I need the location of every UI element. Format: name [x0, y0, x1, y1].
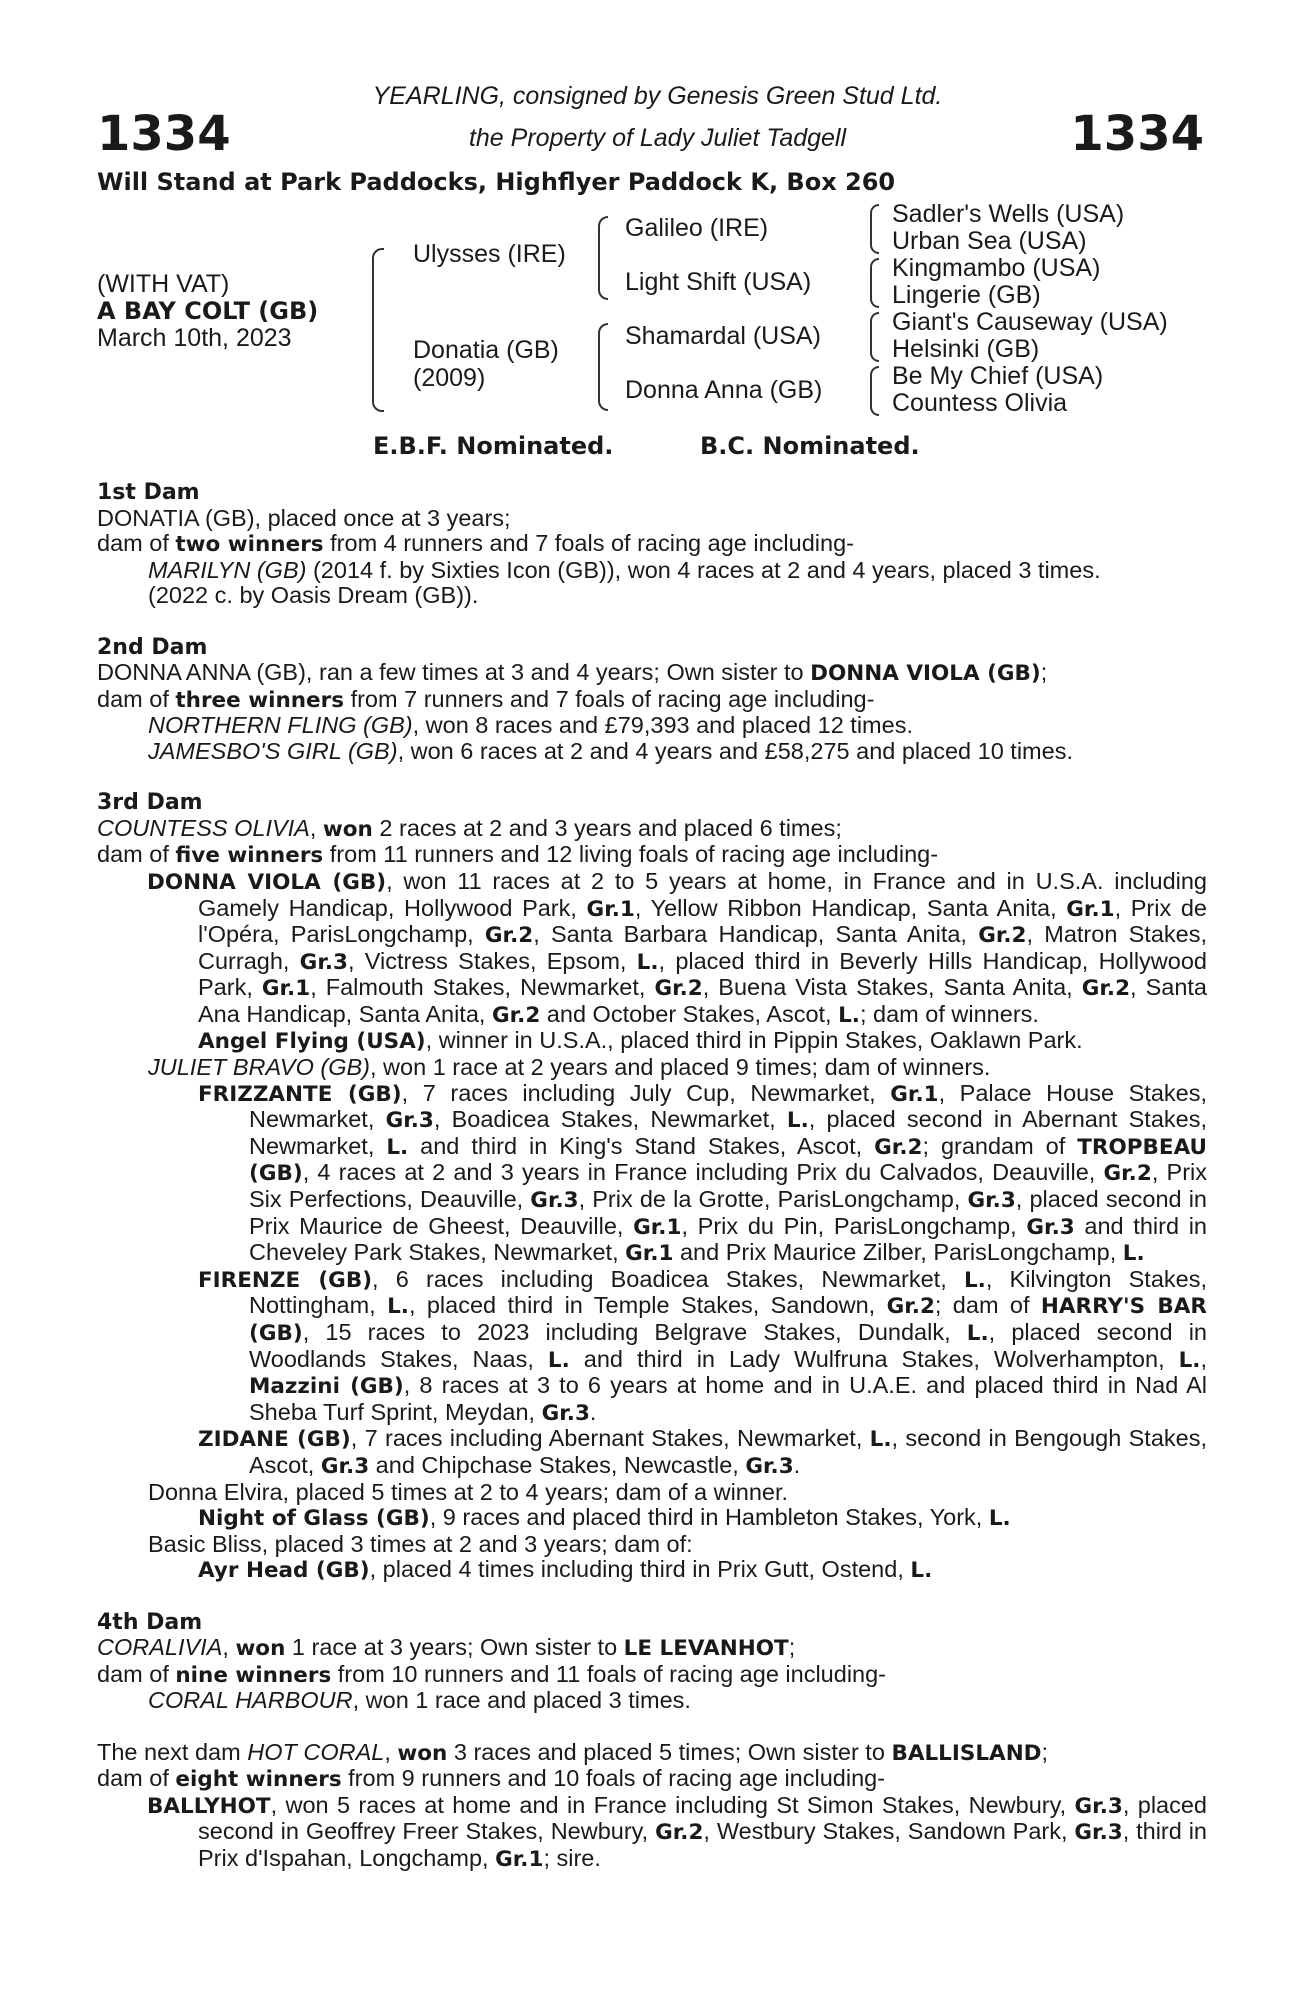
fourth-dam-line: CORALIVIA, won 1 race at 3 years; Own sister to LE LEVANHOT;	[97, 1634, 796, 1662]
property-line: the Property of Lady Juliet Tadgell	[468, 124, 847, 152]
second-dam-produce-line: dam of three winners from 7 runners and 7 foals of racing age including-	[97, 685, 875, 713]
third-dam-produce-line: dam of five winners from 11 runners and 12 living foals of racing age including-	[97, 841, 939, 869]
progeny-entry-angel-flying: Angel Flying (USA), winner in U.S.A., placed third in Pippin Stakes, Oaklawn Park.	[198, 1027, 1083, 1055]
ggp-3: Kingmambo (USA)	[892, 254, 1101, 282]
pedigree-brace	[598, 323, 608, 411]
progeny-entry: (2022 c. by Oasis Dream (GB)).	[148, 582, 479, 609]
next-dam-line: The next dam HOT CORAL, won 3 races and placed 5 times; Own sister to BALLISLAND;	[97, 1738, 1049, 1766]
progeny-entry-zidane: ZIDANE (GB), 7 races including Abernant Stakes, Newmarket, L., second in Bengough Stakes, Ascot, Gr.3 and Chipchase Stakes, Newcastle, Gr.3.	[198, 1425, 1207, 1479]
sire-dam: Light Shift (USA)	[625, 268, 812, 296]
next-dam-produce-line: dam of eight winners from 9 runners and 10 foals of racing age including-	[97, 1765, 886, 1793]
progeny-entry: JAMESBO'S GIRL (GB), won 6 races at 2 and 4 years and £58,275 and placed 10 times.	[148, 737, 1073, 764]
sire-sire: Galileo (IRE)	[625, 214, 769, 242]
lot-number-left: 1334	[97, 106, 231, 162]
progeny-entry-ayr-head: Ayr Head (GB), placed 4 times including third in Prix Gutt, Ostend, L.	[198, 1556, 933, 1584]
vat-note: (WITH VAT)	[97, 270, 230, 298]
consignor-line: YEARLING, consigned by Genesis Green Stud Ltd.	[372, 82, 943, 110]
progeny-entry: CORAL HARBOUR, won 1 race and placed 3 times.	[148, 1687, 691, 1714]
progeny-entry-juliet-bravo: JULIET BRAVO (GB), won 1 race at 2 years and placed 9 times; dam of winners.	[148, 1054, 991, 1081]
second-dam-line: DONNA ANNA (GB), ran a few times at 3 and 4 years; Own sister to DONNA VIOLA (GB);	[97, 659, 1048, 687]
fourth-dam-produce-line: dam of nine winners from 10 runners and 11 foals of racing age including-	[97, 1660, 887, 1688]
progeny-entry-ballyhot: BALLYHOT, won 5 races at home and in France including St Simon Stakes, Newbury, Gr.3, placed second in Geoffrey Freer Stakes, Newbury, Gr.2, Westbury Stakes, Sandown Park, Gr.3, third in Prix d'Ispahan, Longchamp, Gr.1; sire.	[147, 1791, 1208, 1872]
pedigree-brace	[372, 248, 384, 412]
horse-name: A BAY COLT (GB)	[97, 297, 319, 325]
bc-nomination: B.C. Nominated.	[700, 432, 920, 460]
ggp-6: Helsinki (GB)	[892, 335, 1040, 363]
pedigree-brace	[598, 216, 608, 300]
foaling-date: March 10th, 2023	[97, 324, 292, 352]
progeny-entry-basic-bliss: Basic Bliss, placed 3 times at 2 and 3 years; dam of:	[148, 1530, 693, 1557]
ebf-nomination: E.B.F. Nominated.	[373, 432, 614, 460]
first-dam-produce-line: dam of two winners from 4 runners and 7 foals of racing age including-	[97, 530, 854, 558]
pedigree-brace	[870, 312, 879, 362]
dam-dam: Donna Anna (GB)	[625, 376, 823, 404]
ggp-4: Lingerie (GB)	[892, 281, 1041, 309]
progeny-entry: MARILYN (GB) (2014 f. by Sixties Icon (GB)), won 4 races at 2 and 4 years, placed 3 times.	[148, 556, 1101, 583]
ggp-8: Countess Olivia	[892, 389, 1068, 417]
stand-location: Will Stand at Park Paddocks, Highflyer Paddock K, Box 260	[97, 168, 896, 196]
sire: Ulysses (IRE)	[413, 240, 566, 268]
ggp-5: Giant's Causeway (USA)	[892, 308, 1168, 336]
catalogue-body	[97, 480, 1207, 1872]
progeny-entry-frizzante: FRIZZANTE (GB), 7 races including July Cup, Newmarket, Gr.1, Palace House Stakes, Newmarket, Gr.3, Boadicea Stakes, Newmarket, L., placed second in Abernant Stakes, Newmarket, L. and third in King's Stand Stakes, Ascot, Gr.2; grandam of TROPBEAU (GB), 4 races at 2 and 3 years in France including Prix du Calvados, Deauville, Gr.2, Prix Six Perfections, Deauville, Gr.3, Prix de la Grotte, ParisLongchamp, Gr.3, placed second in Prix Maurice de Gheest, Deauville, Gr.1, Prix du Pin, ParisLongchamp, Gr.3 and third in Cheveley Park Stakes, Newmarket, Gr.1 and Prix Maurice Zilber, ParisLongchamp, L.	[198, 1079, 1208, 1267]
dam-sire: Shamardal (USA)	[625, 322, 821, 350]
progeny-entry-donna-elvira: Donna Elvira, placed 5 times at 2 to 4 years; dam of a winner.	[148, 1478, 789, 1505]
first-dam-line: DONATIA (GB), placed once at 3 years;	[97, 504, 511, 531]
ggp-7: Be My Chief (USA)	[892, 362, 1104, 390]
ggp-1: Sadler's Wells (USA)	[892, 200, 1125, 228]
third-dam-line: COUNTESS OLIVIA, won 2 races at 2 and 3 years and placed 6 times;	[97, 814, 842, 842]
progeny-entry-firenze: FIRENZE (GB), 6 races including Boadicea Stakes, Newmarket, L., Kilvington Stakes, Nottingham, L., placed third in Temple Stakes, Sandown, Gr.2; dam of HARRY'S BAR (GB), 15 races to 2023 including Belgrave Stakes, Dundalk, L., placed second in Woodlands Stakes, Naas, L. and third in Lady Wulfruna Stakes, Wolverhampton, L., Mazzini (GB), 8 races at 3 to 6 years at home and in U.A.E. and placed third in Nad Al Sheba Turf Sprint, Meydan, Gr.3.	[198, 1265, 1208, 1426]
second-dam-heading: 2nd Dam	[97, 634, 208, 660]
progeny-entry: NORTHERN FLING (GB), won 8 races and £79,393 and placed 12 times.	[148, 712, 913, 739]
pedigree-brace	[870, 258, 879, 308]
ggp-2: Urban Sea (USA)	[892, 227, 1087, 255]
fourth-dam-heading: 4th Dam	[97, 1609, 203, 1635]
lot-number-right: 1334	[1070, 106, 1204, 162]
pedigree-brace	[870, 366, 879, 416]
first-dam-heading: 1st Dam	[97, 480, 200, 505]
progeny-entry-night-of-glass: Night of Glass (GB), 9 races and placed third in Hambleton Stakes, York, L.	[198, 1504, 1011, 1532]
dam-year: (2009)	[413, 364, 486, 392]
pedigree-brace	[870, 204, 879, 254]
dam: Donatia (GB)	[413, 336, 559, 364]
progeny-entry-donna-viola: DONNA VIOLA (GB), won 11 races at 2 to 5 years at home, in France and in U.S.A. including Gamely Handicap, Hollywood Park, Gr.1, Yellow Ribbon Handicap, Santa Anita, Gr.1, Prix de l'Opéra, ParisLongchamp, Gr.2, Santa Barbara Handicap, Santa Anita, Gr.2, Matron Stakes, Curragh, Gr.3, Victress Stakes, Epsom, L., placed third in Beverly Hills Handicap, Hollywood Park, Gr.1, Falmouth Stakes, Newmarket, Gr.2, Buena Vista Stakes, Santa Anita, Gr.2, Santa Ana Handicap, Santa Anita, Gr.2 and October Stakes, Ascot, L.; dam of winners.	[147, 867, 1208, 1028]
third-dam-heading: 3rd Dam	[97, 790, 203, 816]
